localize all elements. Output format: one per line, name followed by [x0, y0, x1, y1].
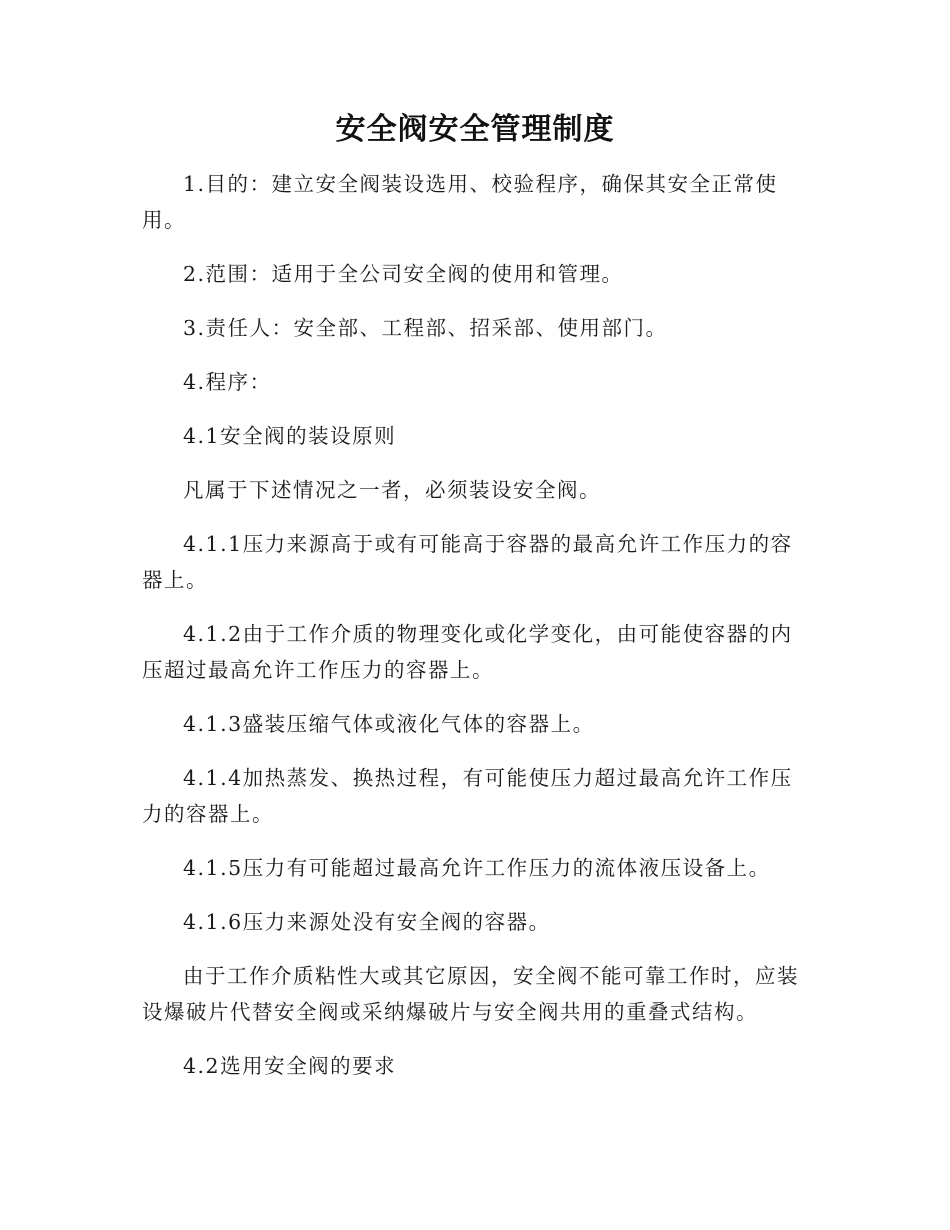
paragraph-procedure-heading: 4.程序： [183, 370, 272, 394]
paragraph-responsible: 3.责任人：安全部、工程部、招采部、使用部门。 [183, 316, 668, 340]
paragraph-item-4-1-2: 4.1.2由于工作介质的物理变化或化学变化，由可能使容器的内压超过最高允许工作压力的容器上。 [142, 622, 793, 682]
paragraph-purpose: 1.目的：建立安全阀装设选用、校验程序，确保其安全正常使用。 [142, 172, 778, 232]
paragraph-item-4-1-6: 4.1.6压力来源处没有安全阀的容器。 [183, 910, 551, 934]
paragraph-section-4-2-heading: 4.2选用安全阀的要求 [183, 1054, 397, 1078]
paragraph-section-4-1-heading: 4.1安全阀的装设原则 [183, 424, 397, 448]
paragraph-rupture-disc-note: 由于工作介质粘性大或其它原因，安全阀不能可靠工作时，应装设爆破片代替安全阀或采纳爆破片与安全阀共用的重叠式结构。 [142, 964, 799, 1024]
document-body [142, 166, 812, 1102]
paragraph-scope: 2.范围：适用于全公司安全阀的使用和管理。 [183, 262, 624, 286]
paragraph-item-4-1-4: 4.1.4加热蒸发、换热过程，有可能使压力超过最高允许工作压力的容器上。 [142, 766, 793, 826]
paragraph-item-4-1-1: 4.1.1压力来源高于或有可能高于容器的最高允许工作压力的容器上。 [142, 532, 793, 592]
paragraph-item-4-1-3: 4.1.3盛装压缩气体或液化气体的容器上。 [183, 712, 595, 736]
document-title: 安全阀安全管理制度 [335, 112, 615, 147]
paragraph-item-4-1-5: 4.1.5压力有可能超过最高允许工作压力的流体液压设备上。 [183, 856, 771, 880]
paragraph-section-4-1-intro: 凡属于下述情况之一者，必须装设安全阀。 [183, 478, 601, 502]
